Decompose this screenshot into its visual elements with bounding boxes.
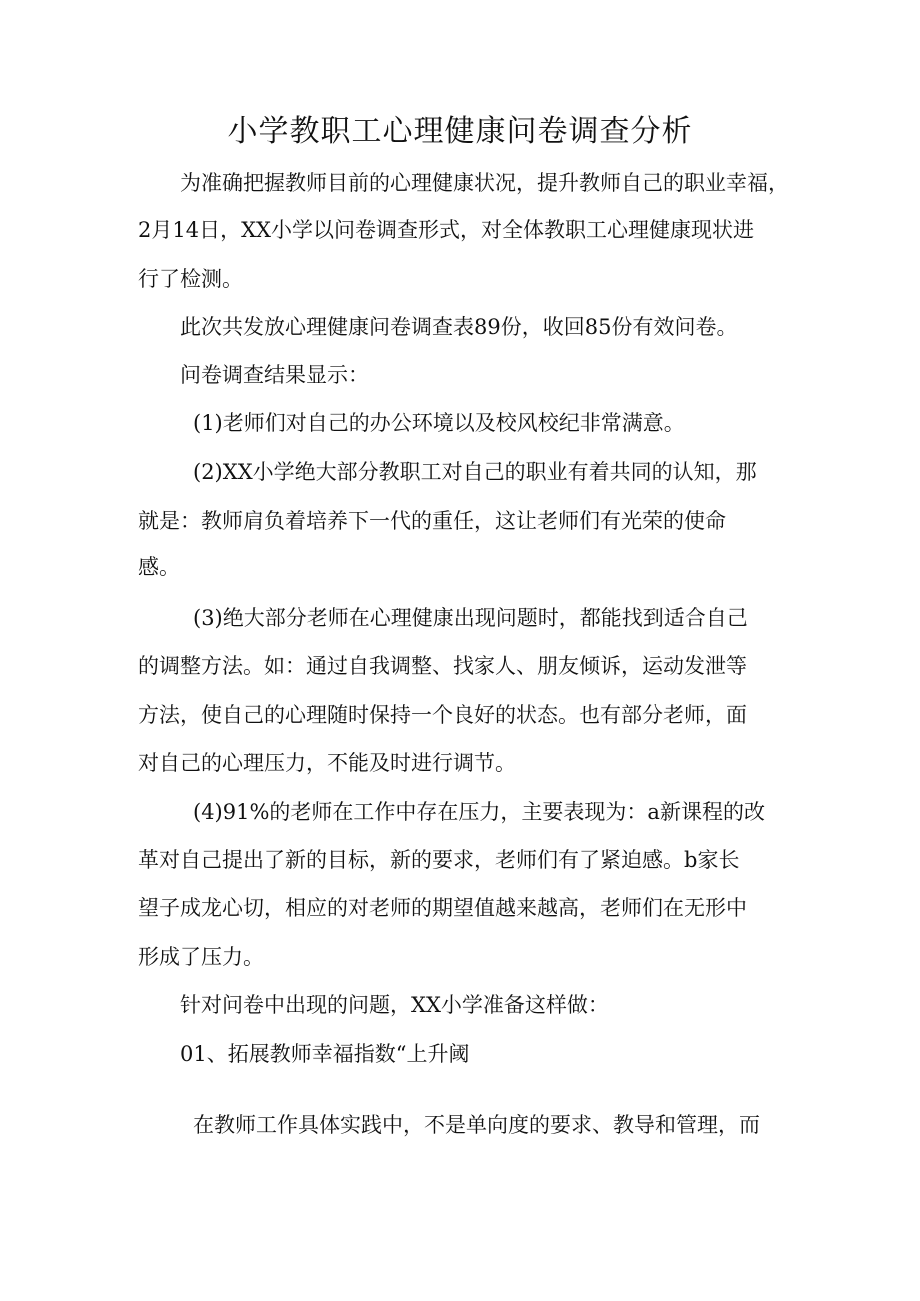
text-line: 的调整方法。如：通过自我调整、找家人、朋友倾诉，运动发泄等	[138, 654, 747, 678]
text-line: 革对自己提出了新的目标，新的要求，老师们有了紧迫感。b家长	[138, 848, 740, 872]
text-line: 01、拓展教师幸福指数“上升阈	[180, 1042, 470, 1066]
document-title: 小学教职工心理健康问卷调查分析	[227, 114, 693, 149]
text-line: 就是：教师肩负着培养下一代的重任，这让老师们有光荣的使命	[138, 509, 726, 533]
text-line: 2月14日，XX小学以问卷调查形式，对全体教职工心理健康现状进	[138, 218, 754, 242]
text-line: 针对问卷中出现的问题，XX小学准备这样做：	[180, 993, 609, 1017]
text-line: 此次共发放心理健康问卷调查表89份，收回85份有效问卷。	[180, 315, 738, 339]
text-line: 望子成龙心切，相应的对老师的期望值越来越高，老师们在无形中	[138, 896, 747, 920]
text-line: 感。	[138, 555, 180, 579]
text-line: 形成了压力。	[138, 945, 264, 969]
text-line: (4)91%的老师在工作中存在压力，主要表现为：a新课程的改	[193, 800, 765, 824]
text-line: (3)绝大部分老师在心理健康出现问题时，都能找到适合自己	[193, 606, 748, 630]
text-line: 方法，使自己的心理随时保持一个良好的状态。也有部分老师，面	[138, 703, 747, 727]
text-line: 问卷调查结果显示：	[180, 363, 369, 387]
text-line: (1)老师们对自己的办公环境以及校风校纪非常满意。	[193, 411, 685, 435]
text-line: 为准确把握教师目前的心理健康状况，提升教师自己的职业幸福，	[180, 171, 789, 195]
text-line: 在教师工作具体实践中，不是单向度的要求、教导和管理，而	[193, 1113, 760, 1137]
text-line: 对自己的心理压力，不能及时进行调节。	[138, 751, 516, 775]
text-line: 行了检测。	[138, 267, 243, 291]
text-line: (2)XX小学绝大部分教职工对自己的职业有着共同的认知，那	[193, 460, 757, 484]
